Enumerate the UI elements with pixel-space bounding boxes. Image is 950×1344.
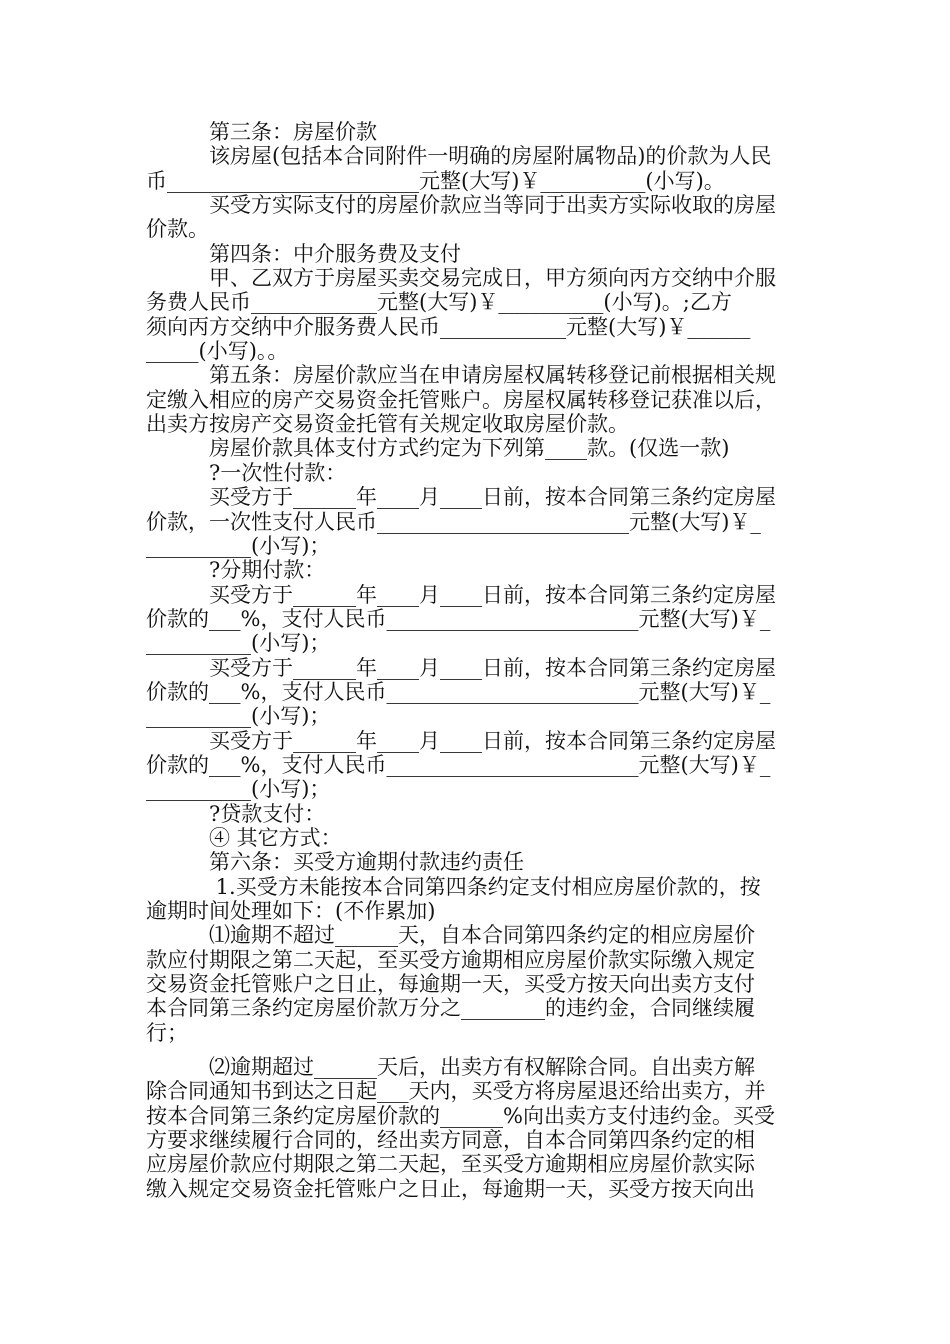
- text-line: 方要求继续履行合同的，经出卖方同意，自本合同第四条约定的相: [146, 1128, 755, 1153]
- text-line: 1.买受方未能按本合同第四条约定支付相应房屋价款的，按: [146, 874, 761, 899]
- text-line: 买受方于______年____月____日前，按本合同第三条约定房屋: [146, 485, 776, 510]
- text-line: 交易资金托管账户之日止，每逾期一天，买受方按天向出卖方支付: [146, 972, 755, 997]
- text-line: 买受方于______年____月____日前，按本合同第三条约定房屋: [146, 582, 776, 607]
- contract-page: [146, 120, 826, 1201]
- paragraph-gap: [146, 1045, 826, 1055]
- text-line: 除合同通知书到达之日起___天内，买受方将房屋退还给出卖方，并: [146, 1079, 766, 1104]
- text-line: ⑴逾期不超过______天，自本合同第四条约定的相应房屋价: [146, 923, 755, 948]
- text-line: 出卖方按房产交易资金托管有关规定收取房屋价款。: [146, 412, 629, 437]
- text-line: 价款，一次性支付人民币________________________元整(大写)￥_: [146, 509, 761, 534]
- text-line: ?贷款支付：: [146, 801, 326, 826]
- text-line: 币________________________元整(大写)￥__________(小写)。: [146, 168, 725, 193]
- text-line: 买受方实际支付的房屋价款应当等同于出卖方实际收取的房屋: [146, 193, 776, 218]
- text-line: __________(小写)；: [146, 533, 331, 558]
- text-line: 逾期时间处理如下：(不作累加): [146, 899, 436, 923]
- text-line: 甲、乙双方于房屋买卖交易完成日，甲方须向丙方交纳中介服: [146, 266, 776, 291]
- text-line: 第五条：房屋价款应当在申请房屋权属转移登记前根据相关规: [146, 363, 776, 388]
- text-line: 按本合同第三条约定房屋价款的______%向出卖方支付违约金。买受: [146, 1103, 775, 1128]
- text-line: 本合同第三条约定房屋价款万分之________的违约金，合同继续履: [146, 996, 755, 1021]
- text-line: 第六条：买受方逾期付款违约责任: [146, 850, 524, 875]
- text-line: 价款的___%，支付人民币________________________元整(大写)￥_: [146, 752, 771, 777]
- text-line: ?分期付款：: [146, 558, 326, 583]
- text-line: __________(小写)；: [146, 704, 331, 729]
- text-line: ⑵逾期超过______天后，出卖方有权解除合同。自出卖方解: [146, 1055, 755, 1080]
- text-line: __________(小写)；: [146, 631, 331, 656]
- text-line: 务费人民币____________元整(大写)￥__________(小写)。;乙方: [146, 290, 732, 315]
- text-line: 买受方于______年____月____日前，按本合同第三条约定房屋: [146, 655, 776, 680]
- text-line: 房屋价款具体支付方式约定为下列第____款。(仅选一款): [146, 436, 730, 461]
- text-line: 定缴入相应的房产交易资金托管账户。房屋权属转移登记获准以后，: [146, 387, 776, 412]
- text-line: 价款的___%，支付人民币________________________元整(大写)￥_: [146, 679, 771, 704]
- text-line: 款应付期限之第二天起，至买受方逾期相应房屋价款实际缴入规定: [146, 947, 755, 972]
- text-line: 买受方于______年____月____日前，按本合同第三条约定房屋: [146, 728, 776, 753]
- text-line: 第四条：中介服务费及支付: [146, 241, 461, 266]
- text-line: _____(小写)。。: [146, 339, 289, 364]
- text-line: ④ 其它方式：: [146, 825, 342, 850]
- text-line: 应房屋价款应付期限之第二天起，至买受方逾期相应房屋价款实际: [146, 1152, 755, 1177]
- text-line: __________(小写)；: [146, 777, 331, 802]
- text-line: 行；: [146, 1020, 188, 1045]
- text-line: 价款。: [146, 217, 209, 242]
- text-line: 第三条：房屋价款: [146, 120, 377, 144]
- text-line: 缴入规定交易资金托管账户之日止，每逾期一天，买受方按天向出: [146, 1176, 755, 1201]
- text-line: 该房屋(包括本合同附件一明确的房屋附属物品)的价款为人民: [146, 144, 772, 169]
- text-line: 价款的___%，支付人民币________________________元整(大写)￥_: [146, 606, 771, 631]
- text-line: ?一次性付款：: [146, 460, 347, 485]
- text-line: 须向丙方交纳中介服务费人民币____________元整(大写)￥______: [146, 314, 751, 339]
